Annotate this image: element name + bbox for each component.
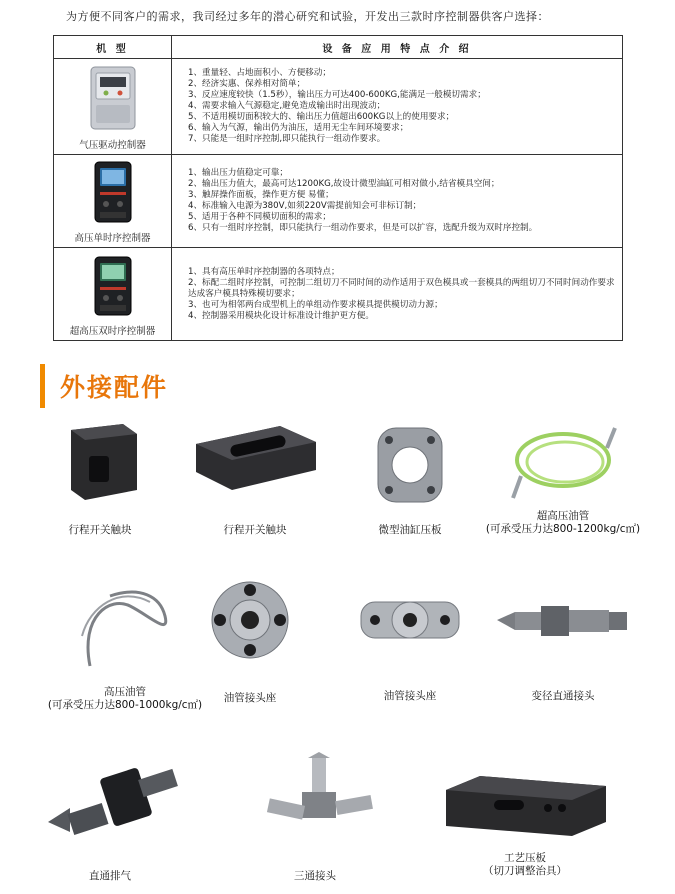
features-cell <box>172 248 623 341</box>
accessory-caption: 变径直通接头 <box>531 690 595 702</box>
controller-spec-table <box>53 35 623 341</box>
feature-item: 3、也可为相邻两台成型机上的单组动作要求模具提供模切动力源； <box>188 299 443 310</box>
intro-text: 为方便不同客户的需求，我司经过多年的潜心研究和试验，开发出三款时序控制器供客户选择： <box>66 10 549 23</box>
accessory-caption: 三通接头 <box>294 870 336 882</box>
feature-item: 5、适用于各种不同模切面积的需求； <box>188 212 331 222</box>
header-model: 机 型 <box>54 36 172 59</box>
micro-cylinder-plate-image <box>370 420 450 510</box>
travel-switch-block-slotted-image <box>190 420 320 494</box>
feature-item: 4、控制器采用模块化设计标准设计维护更方便。 <box>188 310 374 321</box>
section-title: 外接配件 <box>60 373 169 402</box>
high-pressure-single-controller-image <box>92 160 134 224</box>
accessory-item <box>40 752 180 883</box>
accessory-caption: 超高压油管 <box>536 510 590 522</box>
table-row <box>54 248 623 341</box>
model-cell <box>54 248 172 341</box>
accessory-item <box>40 576 210 712</box>
accessory-item <box>478 420 648 536</box>
model-label: 超高压双时序控制器 <box>69 326 156 337</box>
model-label: 高压单时序控制器 <box>74 233 151 244</box>
pneumatic-controller-image <box>88 65 138 131</box>
high-pressure-hose-image <box>70 576 180 672</box>
feature-item: 1、重量轻、占地面积小、方便移动； <box>188 68 331 78</box>
feature-item: 4、需要求输入气源稳定,避免造成输出时出现波动； <box>188 101 386 111</box>
model-cell <box>54 59 172 155</box>
tee-connector-image <box>250 752 380 848</box>
feature-item: 5、不适用模切面积较大的、输出压力值超出600KG以上的使用要求； <box>188 112 455 122</box>
feature-item: 3、触屏操作面板，操作更方便 易懂； <box>188 190 334 200</box>
table-row <box>54 155 623 248</box>
model-label: 气压驱动控制器 <box>79 140 146 151</box>
accessory-caption: 工艺压板 <box>504 852 546 864</box>
hose-fitting-seat-round-image <box>206 576 294 664</box>
feature-item: 3、反应速度较快（1.5秒），输出压力可达400-600KG,能满足一般模切需求； <box>188 90 486 100</box>
accessory-caption: 行程开关触块 <box>223 524 287 536</box>
table-header-row <box>54 36 623 59</box>
feature-item: 1、具有高压单时序控制器的各项特点； <box>188 266 340 277</box>
feature-item: 2、标配二组时序控制，可控制二组切刀不同时间的动作适用于双色模具或一套模具的两组切刀不同时间动作要求 达成客户模具特殊模切要求； <box>188 277 615 299</box>
accessory-caption: 油管接头座 <box>223 692 277 704</box>
accessory-item <box>350 590 470 703</box>
travel-switch-block-image <box>57 420 143 504</box>
table-row <box>54 59 623 155</box>
accessory-caption: 行程开关触块 <box>68 524 132 536</box>
feature-item: 2、经济实惠、保养相对简单； <box>188 79 306 89</box>
hose-fitting-seat-flat-image <box>355 590 465 650</box>
accessory-caption-note: (可承受压力达800-1200kg/c㎡) <box>485 523 641 535</box>
ultra-high-pressure-hose-image <box>503 420 623 504</box>
accessory-item <box>355 420 465 537</box>
reducing-straight-connector-image <box>493 590 633 654</box>
feature-item: 1、输出压力值稳定可靠； <box>188 168 288 178</box>
accessory-item <box>195 576 305 705</box>
accessory-item <box>440 770 610 878</box>
section-accent-bar <box>40 364 45 408</box>
feature-item: 4、标准输入电源为380V,如须220V需提前知会可非标订制； <box>188 201 422 211</box>
process-pressure-plate-image <box>440 770 610 840</box>
accessory-caption-note: （切刀调整治具） <box>483 865 567 877</box>
accessory-caption: 油管接头座 <box>383 690 437 702</box>
header-features: 设 备 应 用 特 点 介 绍 <box>172 36 623 59</box>
accessory-item <box>488 590 638 703</box>
feature-item: 6、只有一组时序控制，即只能执行一组动作要求，但是可以扩容，选配升级为双时序控制。 <box>188 223 538 233</box>
accessory-item <box>250 752 380 883</box>
ultra-high-pressure-dual-controller-image <box>92 255 134 317</box>
accessory-caption: 高压油管 <box>104 686 146 698</box>
accessory-caption: 直通排气 <box>89 870 131 882</box>
features-cell <box>172 155 623 248</box>
accessory-caption: 微型油缸压板 <box>378 524 442 536</box>
feature-item: 6、输入为气源，输出仍为油压，适用无尘车间环境要求； <box>188 123 409 133</box>
accessory-item <box>190 420 320 537</box>
feature-item: 7、只能是一组时序控制,即只能执行一组动作要求。 <box>188 134 386 144</box>
features-cell <box>172 59 623 155</box>
model-cell <box>54 155 172 248</box>
accessory-caption-note: (可承受压力达800-1000kg/c㎡) <box>47 699 203 711</box>
accessory-item <box>50 420 150 537</box>
straight-bleed-connector-image <box>40 752 180 848</box>
feature-item: 2、输出压力值大，最高可达1200KG,故设计微型油缸可相对做小,结省模具空间； <box>188 179 500 189</box>
